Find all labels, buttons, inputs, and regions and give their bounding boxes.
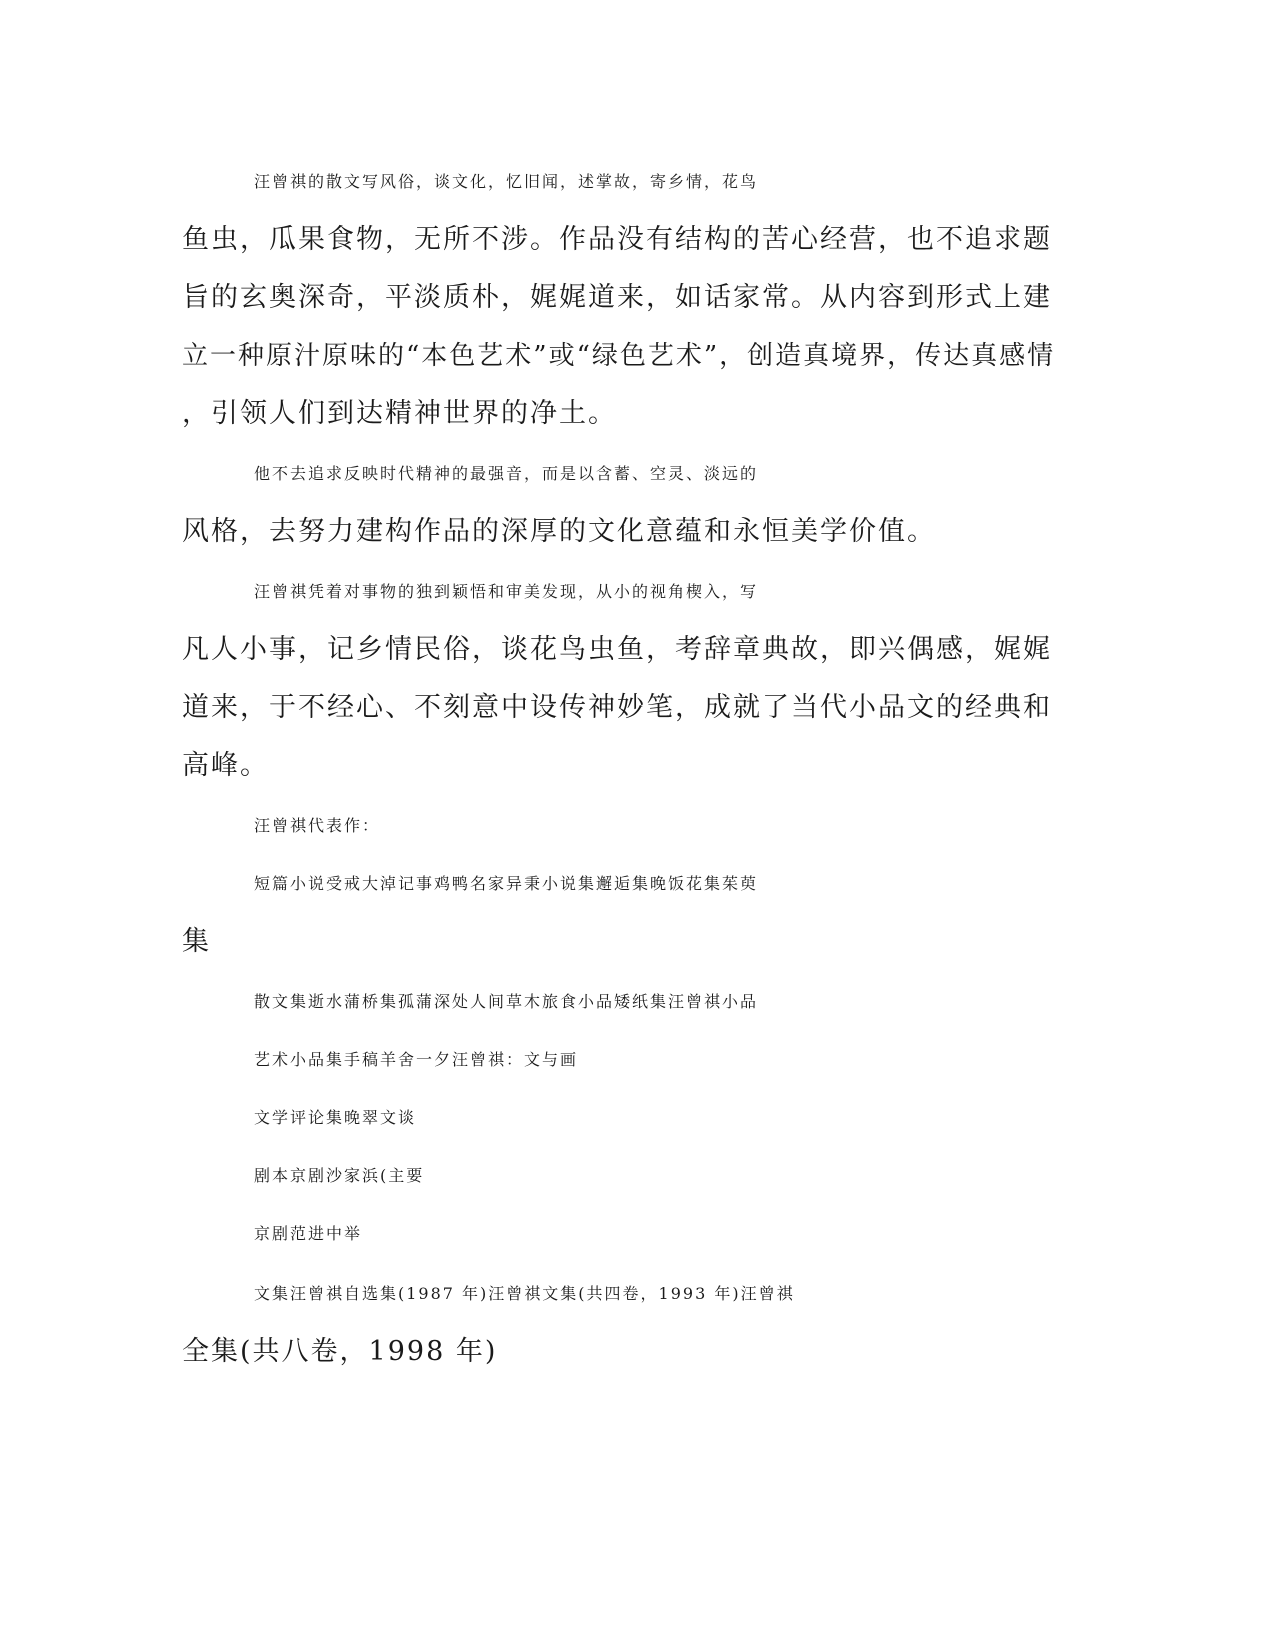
section-heading: 汪曾祺代表作：: [254, 816, 381, 835]
works-line: 艺术小品集手稿羊舍一夕汪曾祺：文与画: [254, 1050, 579, 1069]
works-line: 剧本京剧沙家浜(主要: [254, 1166, 425, 1185]
paragraph-line: 汪曾祺凭着对事物的独到颖悟和审美发现，从小的视角楔入，写: [254, 582, 759, 601]
paragraph-line: 汪曾祺的散文写风俗，谈文化，忆旧闻，述掌故，寄乡情，花鸟: [254, 172, 759, 191]
works-line: 散文集逝水蒲桥集孤蒲深处人间草木旅食小品矮纸集汪曾祺小品: [254, 992, 759, 1011]
paragraph-line: 他不去追求反映时代精神的最强音，而是以含蓄、空灵、淡远的: [254, 464, 759, 483]
paragraph-line: 风格，去努力建构作品的深厚的文化意蕴和永恒美学价值。: [182, 516, 936, 547]
paragraph-line: 鱼虫，瓜果食物，无所不涉。作品没有结构的苦心经营，也不追求题: [182, 224, 1052, 255]
works-line: 京剧范进中举: [254, 1224, 363, 1243]
paragraph-line: ，引领人们到达精神世界的净土。: [182, 398, 617, 429]
paragraph-line: 高峰。: [182, 750, 269, 781]
works-line: 集: [182, 926, 211, 957]
works-line: 文学评论集晚翠文谈: [254, 1108, 417, 1127]
works-line: 短篇小说受戒大淖记事鸡鸭名家异秉小说集邂逅集晚饭花集茱萸: [254, 874, 759, 893]
paragraph-line: 旨的玄奥深奇，平淡质朴，娓娓道来，如话家常。从内容到形式上建: [182, 282, 1052, 313]
paragraph-line: 道来，于不经心、不刻意中设传神妙笔，成就了当代小品文的经典和: [182, 692, 1052, 723]
paragraph-line: 立一种原汁原味的“本色艺术”或“绿色艺术”，创造真境界，传达真感情: [182, 341, 1056, 371]
works-line: 文集汪曾祺自选集(1987 年)汪曾祺文集(共四卷，1993 年)汪曾祺: [254, 1284, 795, 1303]
paragraph-line: 凡人小事，记乡情民俗，谈花鸟虫鱼，考辞章典故，即兴偶感，娓娓: [182, 634, 1052, 665]
works-line: 全集(共八卷，1998 年): [182, 1336, 498, 1367]
